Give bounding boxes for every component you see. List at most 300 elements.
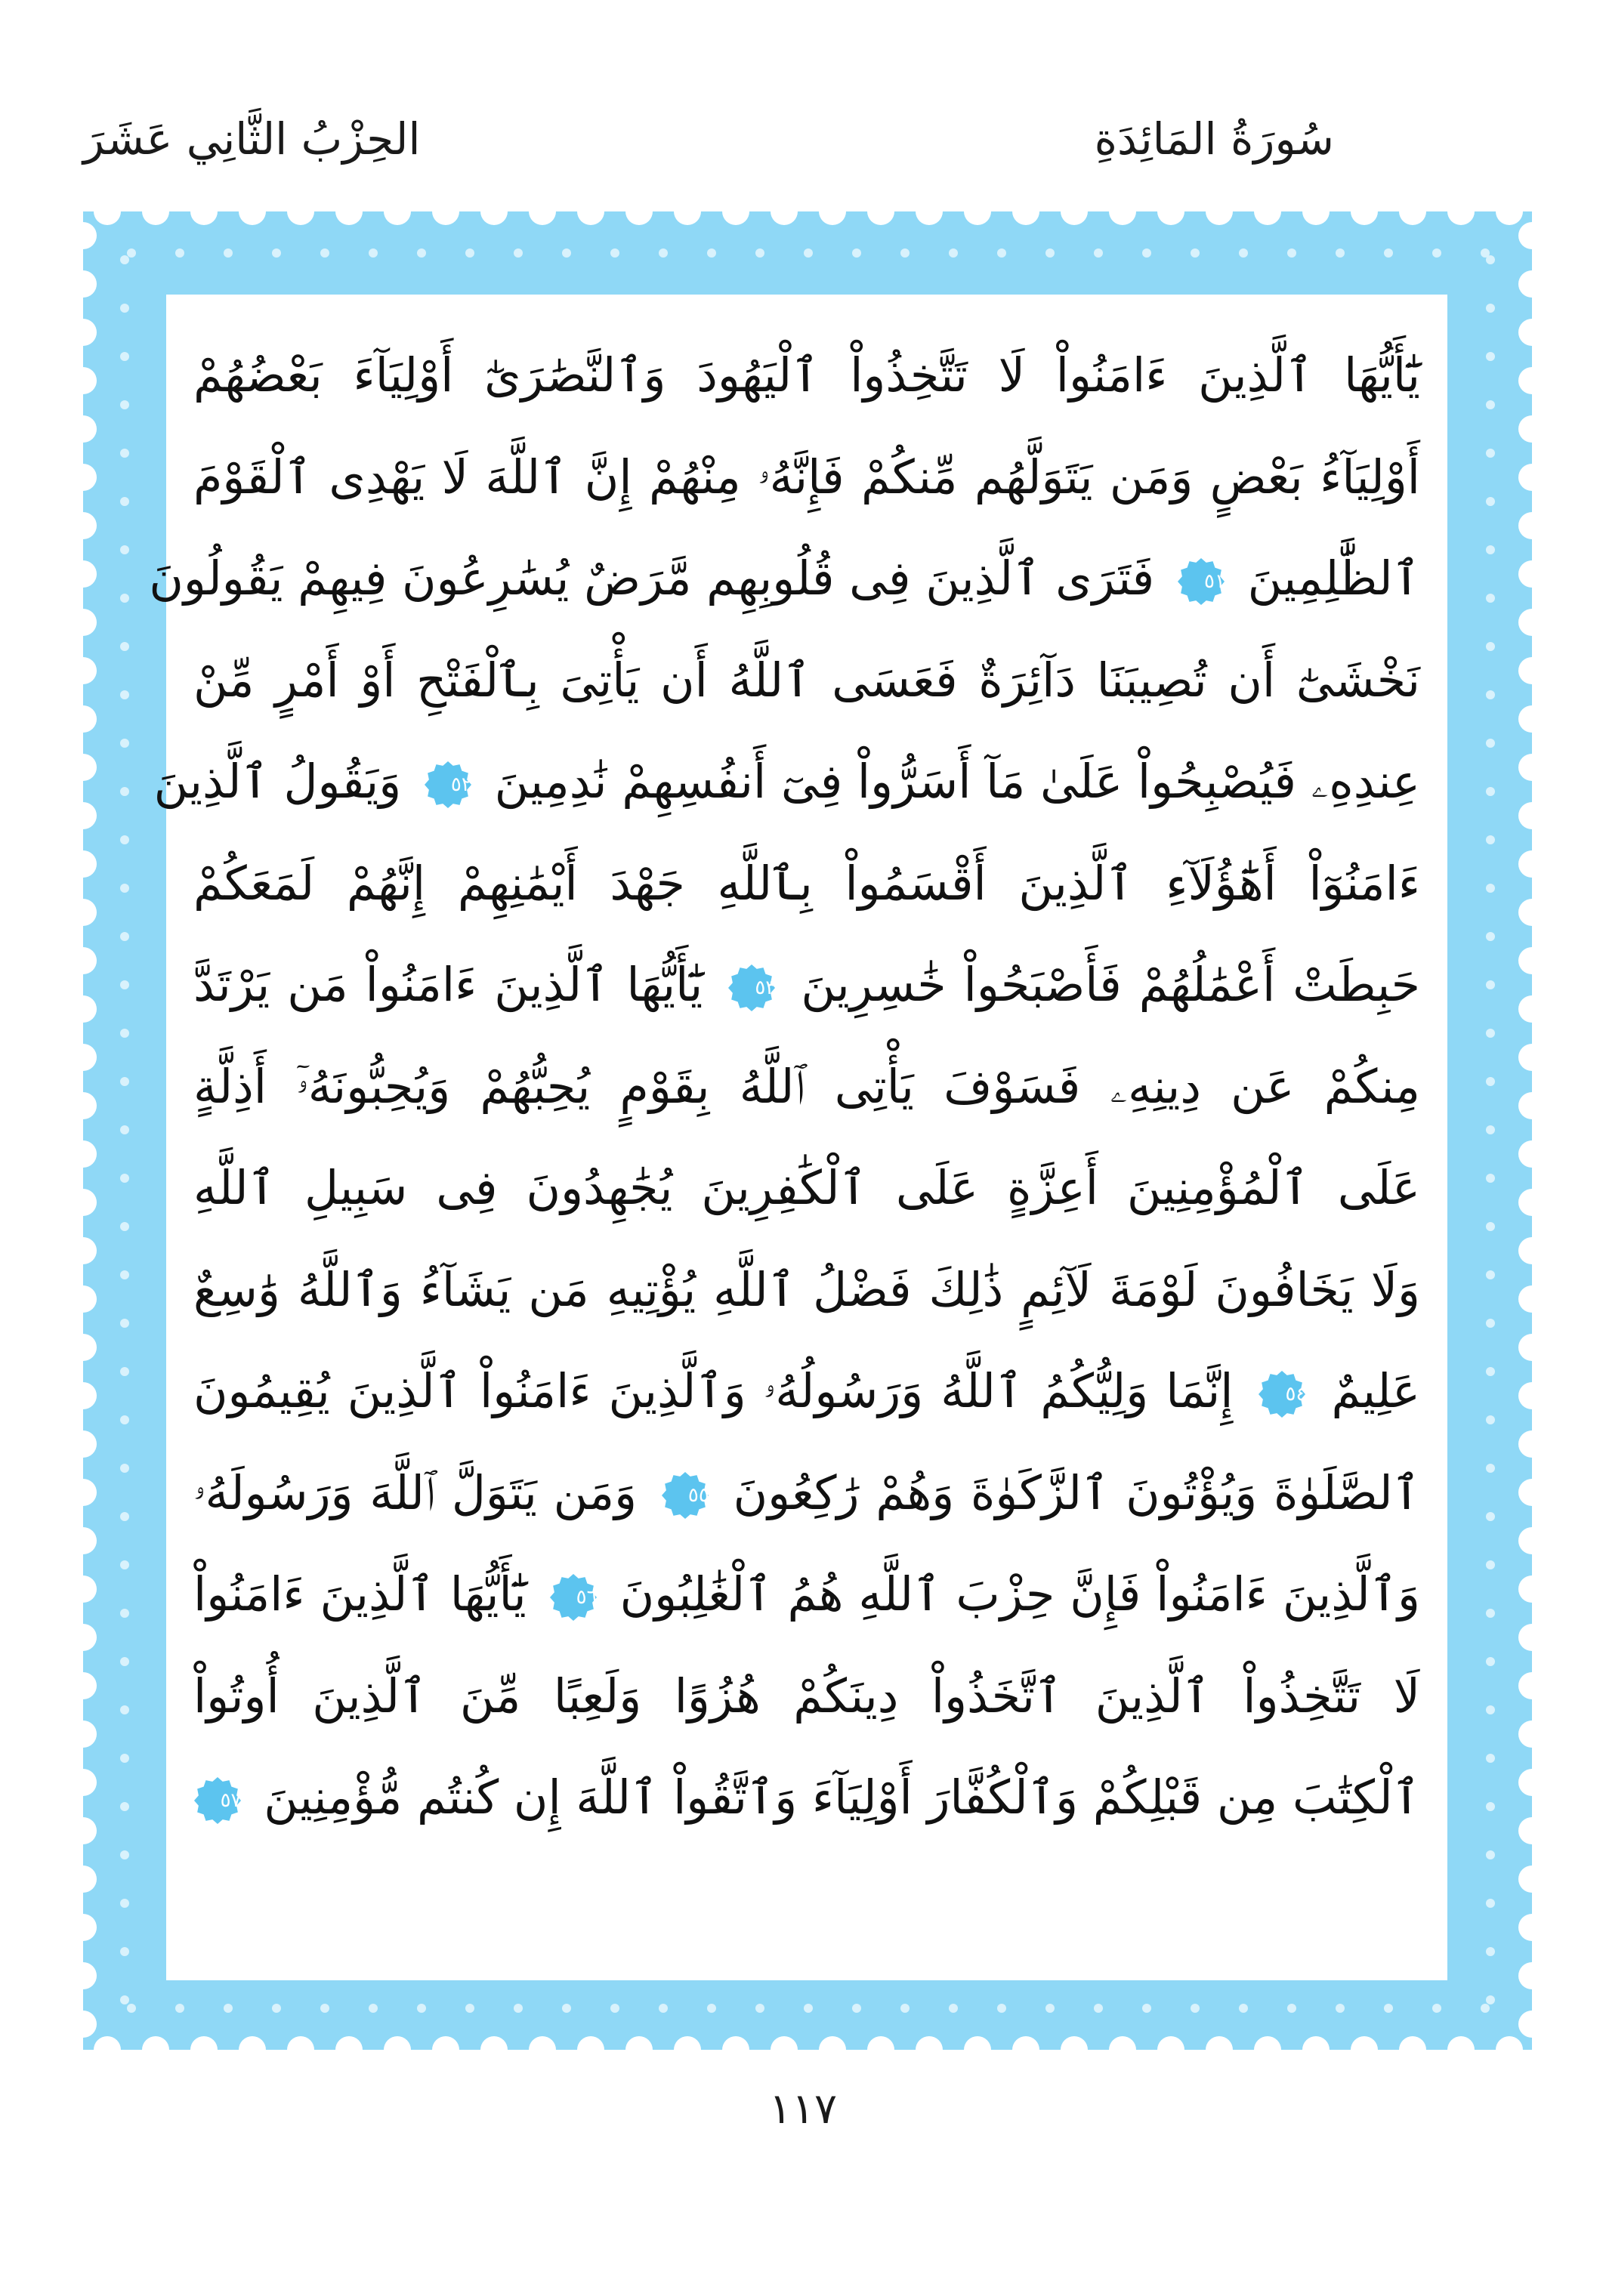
frame-notch [722, 198, 749, 225]
frame-notch [69, 2011, 97, 2038]
ayah-number-marker [661, 1471, 709, 1520]
frame-dot [120, 545, 129, 554]
frame-notch [69, 560, 97, 588]
frame-dot [120, 1995, 129, 2004]
ayah-number: ٥٢ [450, 773, 472, 796]
frame-dot [1486, 255, 1495, 264]
frame-notch [1254, 2036, 1281, 2063]
frame-dot [120, 739, 129, 748]
frame-dot [1486, 400, 1495, 409]
frame-notch [916, 2036, 943, 2063]
frame-notch [1518, 1382, 1546, 1409]
verse-line [193, 1646, 1420, 1748]
text-panel [149, 295, 1447, 1980]
frame-notch [771, 198, 798, 225]
frame-notch [69, 802, 97, 829]
frame-dot [852, 248, 861, 258]
frame-notch [771, 2036, 798, 2063]
frame-dot [1239, 248, 1248, 258]
frame-notch [819, 198, 846, 225]
frame-dot [804, 248, 813, 258]
frame-notch [674, 198, 701, 225]
frame-notch [1518, 995, 1546, 1023]
frame-notch [1518, 1624, 1546, 1651]
frame-dot [120, 1609, 129, 1618]
frame-dot [1486, 1077, 1495, 1086]
frame-notch [1518, 1527, 1546, 1554]
frame-dot [1486, 1560, 1495, 1569]
ayah-number: ٥٣ [755, 976, 777, 999]
verse-line [193, 934, 1420, 1036]
frame-dot [1142, 248, 1151, 258]
frame-dot [1191, 2004, 1200, 2013]
frame-notch [69, 1866, 97, 1893]
frame-notch [287, 2036, 314, 2063]
verse-text: حَبِطَتْ أَعْمَٰلُهُمْ فَأَصْبَحُواْ خَٰسِرِينَ [801, 957, 1420, 1012]
frame-notch [1518, 2011, 1546, 2038]
verse-line [193, 1137, 1420, 1239]
ayah-number: ٥٤ [1285, 1382, 1307, 1406]
frame-notch [190, 2036, 218, 2063]
verse-text: وَلَا يَخَافُونَ لَوْمَةَ لَآئِمٍ ذَٰلِكَ فَضْلُ ٱللَّهِ يُؤْتِيهِ مَن يَشَآءُ وَٱللَّهُ وَٰسِعٌ [193, 1261, 1420, 1317]
frame-dot [900, 248, 910, 258]
verse-text: ءَامَنُوٓاْ أَهَٰٓؤُلَآءِ ٱلَّذِينَ أَقْسَمُواْ بِٱللَّهِ جَهْدَ أَيْمَٰنِهِمْ إِنَّهُمْ لَمَعَكُمْ [193, 855, 1420, 911]
frame-notch [577, 2036, 604, 2063]
frame-dot [120, 352, 129, 361]
frame-dot [610, 248, 619, 258]
frame-dot [1432, 2004, 1441, 2013]
frame-notch [916, 198, 943, 225]
frame-dot [514, 2004, 523, 2013]
frame-notch [964, 2036, 991, 2063]
frame-dot [1045, 2004, 1055, 2013]
frame-notch [1109, 198, 1136, 225]
frame-dot [120, 1367, 129, 1376]
frame-notch [1518, 512, 1546, 539]
frame-dot [120, 594, 129, 603]
verse-line [153, 731, 1420, 833]
frame-dot [804, 2004, 813, 2013]
frame-dot [320, 248, 329, 258]
frame-dot [1486, 449, 1495, 458]
frame-dot [1142, 2004, 1151, 2013]
frame-dot [120, 1415, 129, 1424]
frame-dot [755, 2004, 764, 2013]
frame-notch [1496, 2036, 1523, 2063]
frame-notch [69, 222, 97, 249]
frame-dot [272, 248, 281, 258]
frame-dot [1486, 1174, 1495, 1183]
frame-notch [1518, 1479, 1546, 1506]
frame-dot [120, 1560, 129, 1569]
frame-notch [1518, 1092, 1546, 1119]
frame-dot [120, 255, 129, 264]
frame-notch [1447, 2036, 1475, 2063]
frame-notch [1012, 198, 1039, 225]
frame-notch [335, 2036, 363, 2063]
verse-text: وَٱلَّذِينَ ءَامَنُواْ فَإِنَّ حِزْبَ ٱللَّهِ هُمُ ٱلْغَٰلِبُونَ [619, 1566, 1420, 1622]
frame-notch [1302, 198, 1330, 225]
frame-notch [1518, 222, 1546, 249]
page-number: ١١٧ [768, 2085, 838, 2134]
verses-block [149, 325, 1420, 1950]
frame-dot [1486, 835, 1495, 844]
frame-dot [369, 2004, 378, 2013]
frame-dot [1486, 1270, 1495, 1279]
frame-dot [659, 2004, 668, 2013]
frame-notch [142, 2036, 169, 2063]
frame-notch [69, 1672, 97, 1699]
frame-dot [1094, 248, 1103, 258]
ayah-number: ٥١ [1203, 569, 1225, 593]
frame-notch [1302, 2036, 1330, 2063]
frame-dot [224, 2004, 233, 2013]
frame-dot [1486, 1657, 1495, 1666]
frame-notch [1518, 657, 1546, 684]
frame-dot [120, 642, 129, 651]
frame-notch [69, 754, 97, 781]
frame-dot [120, 497, 129, 506]
frame-notch [1518, 1140, 1546, 1168]
frame-dot [1486, 1367, 1495, 1376]
frame-notch [69, 1962, 97, 1989]
frame-dot [1486, 884, 1495, 893]
frame-dot [120, 1174, 129, 1183]
frame-notch [142, 198, 169, 225]
frame-notch [1518, 1866, 1546, 1893]
frame-dot [120, 1947, 129, 1956]
frame-notch [384, 198, 411, 225]
frame-notch [1518, 1914, 1546, 1941]
verse-text: عَلَى ٱلْمُؤْمِنِينَ أَعِزَّةٍ عَلَى ٱلْكَٰفِرِينَ يُجَٰهِدُونَ فِى سَبِيلِ ٱللَّهِ [193, 1160, 1420, 1215]
frame-notch [1399, 2036, 1426, 2063]
frame-dot [1486, 1802, 1495, 1811]
ayah-number-marker [193, 1776, 242, 1825]
verse-line [193, 1443, 1420, 1545]
frame-notch [69, 1817, 97, 1844]
verse-line [193, 1239, 1420, 1341]
frame-dot [1486, 1512, 1495, 1521]
frame-dot [120, 1125, 129, 1134]
frame-dot [1486, 980, 1495, 989]
frame-dot [320, 2004, 329, 2013]
frame-dot [949, 248, 958, 258]
ayah-number-marker [727, 964, 776, 1012]
frame-dot [120, 449, 129, 458]
frame-notch [69, 705, 97, 733]
frame-notch [94, 198, 121, 225]
frame-notch [867, 198, 894, 225]
frame-notch [1518, 947, 1546, 974]
frame-notch [1351, 198, 1378, 225]
frame-notch [1518, 754, 1546, 781]
frame-notch [1518, 1769, 1546, 1796]
verse-text: يَٰٓأَيُّهَا ٱلَّذِينَ ءَامَنُواْ مَن يَرْتَدَّ [193, 957, 703, 1012]
frame-notch [625, 2036, 653, 2063]
frame-notch [69, 1092, 97, 1119]
frame-dot [120, 835, 129, 844]
frame-dot [120, 1029, 129, 1038]
verse-line [193, 1544, 1420, 1646]
frame-notch [1518, 802, 1546, 829]
frame-notch [69, 1189, 97, 1216]
frame-notch [69, 1237, 97, 1264]
frame-notch [1518, 705, 1546, 733]
frame-dot [417, 248, 426, 258]
frame-notch [1518, 850, 1546, 878]
frame-dot [272, 2004, 281, 2013]
frame-dot [120, 787, 129, 796]
verse-line [193, 630, 1420, 732]
frame-dot [1486, 304, 1495, 313]
frame-notch [69, 995, 97, 1023]
frame-notch [1518, 899, 1546, 926]
verse-text: أَوْلِيَآءُ بَعْضٍ وَمَن يَتَوَلَّهُم مِّنكُمْ فَإِنَّهُۥ مِنْهُمْ إِنَّ ٱللَّهَ لَا يَهْدِى ٱلْقَوْمَ [193, 449, 1420, 505]
frame-notch [287, 198, 314, 225]
frame-dot [120, 1705, 129, 1714]
frame-notch [819, 2036, 846, 2063]
frame-notch [1399, 198, 1426, 225]
frame-dot [120, 1319, 129, 1328]
frame-dot [1384, 248, 1393, 258]
frame-notch [1447, 198, 1475, 225]
frame-dot [997, 248, 1006, 258]
frame-notch [69, 1769, 97, 1796]
hizb-name: الحِزْبُ الثَّانِي عَشَرَ [83, 113, 421, 165]
ayah-number: ٥٧ [220, 1788, 242, 1812]
frame-notch [1518, 609, 1546, 636]
frame-notch [69, 415, 97, 443]
frame-notch [1157, 198, 1184, 225]
frame-dot [120, 1464, 129, 1473]
frame-dot [707, 248, 716, 258]
frame-dot [1486, 594, 1495, 603]
frame-dot [1486, 1464, 1495, 1473]
frame-dot [1336, 248, 1345, 258]
verse-text: مِنكُمْ عَن دِينِهِۦ فَسَوْفَ يَأْتِى ٱللَّهُ بِقَوْمٍ يُحِبُّهُمْ وَيُحِبُّونَهُۥٓ أَذِلَّةٍ [193, 1058, 1420, 1114]
frame-dot [755, 248, 764, 258]
frame-dot [1486, 1029, 1495, 1038]
frame-notch [69, 1527, 97, 1554]
frame-dot [1481, 2004, 1490, 2013]
verse-text: يَٰٓأَيُّهَا ٱلَّذِينَ ءَامَنُواْ لَا تَتَّخِذُواْ ٱلْيَهُودَ وَٱلنَّصَٰرَىٰٓ أَوْلِيَآءَ بَعْضُهُمْ [193, 347, 1420, 403]
frame-dot [1432, 248, 1441, 258]
frame-dot [1486, 1319, 1495, 1328]
frame-dot [120, 980, 129, 989]
frame-notch [69, 1382, 97, 1409]
frame-dot [120, 1850, 129, 1859]
frame-notch [69, 1914, 97, 1941]
verse-line [193, 1747, 1420, 1849]
frame-notch [480, 198, 508, 225]
frame-dot [514, 248, 523, 258]
frame-notch [1518, 270, 1546, 298]
frame-notch [1518, 1817, 1546, 1844]
frame-dot [417, 2004, 426, 2013]
frame-dot [465, 248, 474, 258]
frame-dot [175, 248, 184, 258]
frame-dot [1486, 1899, 1495, 1908]
frame-dot [465, 2004, 474, 2013]
frame-notch [1518, 319, 1546, 346]
frame-notch [69, 1140, 97, 1168]
frame-notch [432, 198, 459, 225]
verse-line [193, 833, 1420, 935]
frame-notch [69, 609, 97, 636]
frame-dot [175, 2004, 184, 2013]
frame-dot [1486, 1850, 1495, 1859]
verse-text: وَمَن يَتَوَلَّ ٱللَّهَ وَرَسُولَهُۥ [193, 1464, 638, 1520]
frame-dot [120, 884, 129, 893]
frame-dot [1486, 1947, 1495, 1956]
frame-notch [867, 2036, 894, 2063]
frame-dot [1486, 1995, 1495, 2004]
frame-dot [707, 2004, 716, 2013]
frame-notch [529, 198, 556, 225]
frame-notch [69, 657, 97, 684]
ayah-number-marker [1258, 1370, 1306, 1418]
frame-notch [69, 270, 97, 298]
frame-dot [120, 1077, 129, 1086]
verse-text: فَتَرَى ٱلَّذِينَ فِى قُلُوبِهِم مَّرَضٌ يُسَٰرِعُونَ فِيهِمْ يَقُولُونَ [149, 551, 1155, 606]
frame-notch [69, 1285, 97, 1313]
frame-dot [127, 2004, 136, 2013]
frame-notch [1518, 1962, 1546, 1989]
frame-notch [69, 1430, 97, 1458]
frame-dot [369, 248, 378, 258]
frame-notch [480, 2036, 508, 2063]
verse-line [193, 1341, 1420, 1443]
frame-dot [1486, 690, 1495, 699]
frame-notch [239, 2036, 266, 2063]
frame-dot [1486, 787, 1495, 796]
frame-dot [1486, 1705, 1495, 1714]
frame-notch [1518, 1430, 1546, 1458]
frame-dot [120, 400, 129, 409]
frame-dot [120, 1657, 129, 1666]
verse-text: ٱلظَّٰلِمِينَ [1247, 551, 1420, 606]
frame-notch [1061, 2036, 1088, 2063]
frame-notch [1518, 1720, 1546, 1748]
frame-notch [1206, 198, 1233, 225]
frame-notch [1109, 2036, 1136, 2063]
frame-dot [120, 1512, 129, 1521]
frame-notch [69, 1479, 97, 1506]
frame-notch [1518, 415, 1546, 443]
frame-dot [120, 1802, 129, 1811]
verse-text: ٱلصَّلَوٰةَ وَيُؤْتُونَ ٱلزَّكَوٰةَ وَهُمْ رَٰكِعُونَ [733, 1464, 1420, 1520]
frame-dot [562, 2004, 571, 2013]
frame-notch [529, 2036, 556, 2063]
frame-notch [1518, 1575, 1546, 1603]
frame-notch [69, 464, 97, 491]
frame-dot [1384, 2004, 1393, 2013]
verse-text: إِنَّمَا وَلِيُّكُمُ ٱللَّهُ وَرَسُولُهُۥ وَٱلَّذِينَ ءَامَنُواْ ٱلَّذِينَ يُقِيمُونَ [193, 1363, 1234, 1418]
verse-line [193, 1036, 1420, 1138]
frame-notch [432, 2036, 459, 2063]
surah-name: سُورَةُ المَائِدَةِ [1094, 113, 1334, 165]
frame-notch [1518, 1044, 1546, 1071]
frame-dot [997, 2004, 1006, 2013]
frame-notch [1518, 560, 1546, 588]
frame-dot [1486, 545, 1495, 554]
verse-text: وَيَقُولُ ٱلَّذِينَ [153, 754, 402, 809]
frame-notch [94, 2036, 121, 2063]
frame-notch [1206, 2036, 1233, 2063]
frame-notch [1518, 367, 1546, 394]
frame-dot [1486, 497, 1495, 506]
frame-notch [69, 1575, 97, 1603]
frame-dot [1486, 1222, 1495, 1231]
ayah-number-marker [549, 1573, 598, 1622]
frame-dot [120, 1754, 129, 1763]
frame-notch [1518, 1334, 1546, 1361]
frame-dot [1094, 2004, 1103, 2013]
frame-notch [69, 850, 97, 878]
frame-dot [610, 2004, 619, 2013]
frame-dot [1045, 248, 1055, 258]
frame-dot [120, 304, 129, 313]
frame-dot [659, 248, 668, 258]
frame-dot [1287, 2004, 1296, 2013]
frame-dot [1486, 1125, 1495, 1134]
frame-dot [1486, 739, 1495, 748]
frame-notch [1061, 198, 1088, 225]
verse-text: يَٰٓأَيُّهَا ٱلَّذِينَ ءَامَنُواْ [193, 1566, 527, 1622]
frame-notch [384, 2036, 411, 2063]
verse-text: نَخْشَىٰٓ أَن تُصِيبَنَا دَآئِرَةٌ فَعَسَى ٱللَّهُ أَن يَأْتِىَ بِٱلْفَتْحِ أَوْ أَمْرٍ مِّنْ [193, 652, 1420, 708]
frame-notch [190, 198, 218, 225]
frame-dot [1239, 2004, 1248, 2013]
frame-notch [1518, 1237, 1546, 1264]
frame-dot [1191, 248, 1200, 258]
frame-dot [120, 932, 129, 941]
frame-notch [1351, 2036, 1378, 2063]
frame-notch [1518, 464, 1546, 491]
frame-dot [1486, 1609, 1495, 1618]
frame-notch [239, 198, 266, 225]
frame-notch [69, 899, 97, 926]
frame-notch [69, 512, 97, 539]
frame-dot [120, 1270, 129, 1279]
frame-notch [674, 2036, 701, 2063]
frame-dot [120, 690, 129, 699]
frame-dot [224, 248, 233, 258]
ayah-number: ٥٥ [687, 1484, 709, 1508]
frame-notch [69, 1624, 97, 1651]
frame-notch [69, 947, 97, 974]
verse-text: ٱلْكِتَٰبَ مِن قَبْلِكُمْ وَٱلْكُفَّارَ أَوْلِيَآءَ وَٱتَّقُواْ ٱللَّهَ إِن كُنتُم مُّؤْمِنِينَ [264, 1770, 1420, 1825]
frame-dot [1486, 1754, 1495, 1763]
frame-notch [964, 198, 991, 225]
frame-notch [1254, 198, 1281, 225]
frame-notch [69, 1720, 97, 1748]
frame-notch [1518, 1285, 1546, 1313]
frame-notch [1012, 2036, 1039, 2063]
frame-dot [1486, 642, 1495, 651]
frame-dot [1486, 932, 1495, 941]
frame-notch [1518, 1189, 1546, 1216]
frame-notch [1496, 198, 1523, 225]
frame-notch [1518, 1672, 1546, 1699]
frame-notch [69, 1334, 97, 1361]
frame-dot [120, 1899, 129, 1908]
frame-dot [1287, 248, 1296, 258]
ayah-number: ٥٦ [576, 1585, 598, 1609]
frame-dot [127, 248, 136, 258]
verse-line [193, 325, 1420, 427]
frame-dot [562, 248, 571, 258]
